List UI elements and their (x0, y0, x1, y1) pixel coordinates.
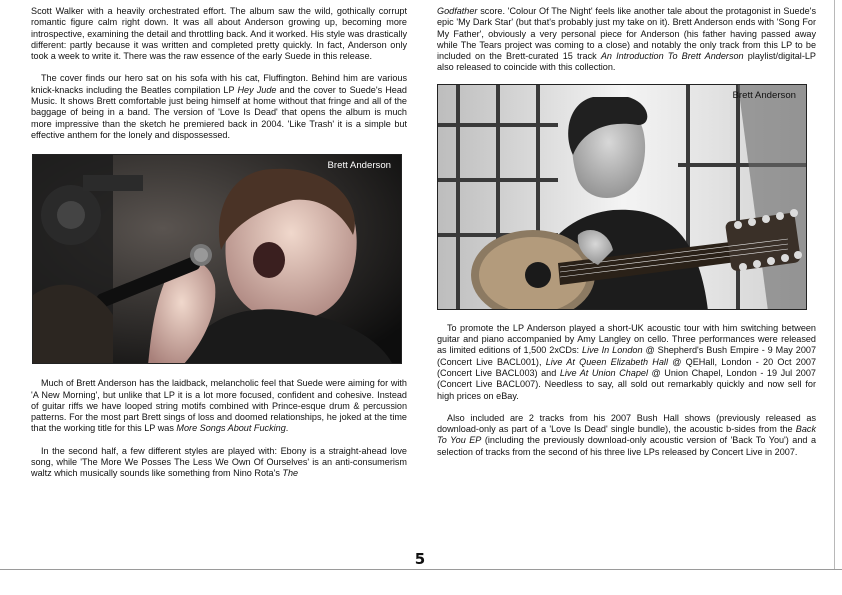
singer-with-microphone-image (33, 155, 402, 364)
text-run: To promote the LP Anderson played a short-UK acoustic tour with him switching between guitar and piano accompanied by Amy Langley on cello. Three performances were released as limited editions of 1,500 2xCDs: (437, 322, 816, 356)
live-album-qeh: Live At Queen Elizabeth Hall (545, 356, 668, 367)
playlist-title: An Introduction To Brett Anderson (600, 51, 744, 62)
right-edge-divider (834, 0, 835, 569)
ep-title: Back To You EP (437, 424, 816, 446)
right-paragraph-2 (437, 323, 816, 402)
text-run: and the cover to Suede's Head Music. It shows Brett comfortable just being himself at home without that fringe and all of the baggage of being in a band. The version of 'Love Is Dead' that opens the album is much more impressive than the sketch he premiered back in 2004. 'Like Trash' it is a simple but effective anthem for the lonely and dispossessed. (31, 84, 407, 140)
text-run: Also included are 2 tracks from his 2007 Bush Hall shows (previously released as download-only as part of a 'Love Is Dead' single bundle), the acoustic b-sides from the (437, 412, 816, 435)
live-album-london: Live In London (582, 345, 643, 356)
album-title-hey-jude: Hey Jude (237, 84, 277, 95)
text-run: @ Union Chapel, London - 19 Jul 2007 (Concert Live BACL007). Needless to say, all sold out remarkably quickly and now sell for high prices on eBay. (437, 367, 816, 401)
left-paragraph-3 (31, 378, 407, 434)
concert-photo (32, 154, 402, 364)
working-title: More Songs About Fucking (176, 423, 286, 434)
film-title-start: The (282, 468, 299, 479)
right-column (437, 6, 816, 458)
text-run: playlist/digital-LP also released to coincide with this collection. (437, 51, 816, 73)
text-run: @ QEHall, London - 20 Oct 2007 (Concert Live BACL003) and (437, 356, 816, 378)
right-paragraph-3 (437, 413, 816, 458)
text-run: score. 'Colour Of The Night' feels like another tale about the protagonist in Suede's epic 'My Dark Star' (but that's probably just my take on it). Brett Anderson ends with 'Song For My Father', obviously a very personal piece for Anderson (his father having passed away while The Tears project was coming to a close) and notably the only track from this LP to be included on the Brett-curated 15 track (437, 6, 816, 62)
guitarist-image (438, 85, 807, 310)
left-column (31, 6, 407, 480)
live-album-union-chapel: Live At Union Chapel (559, 367, 648, 378)
page-number: 5 (414, 550, 426, 568)
text-run: . (285, 423, 289, 434)
text-run: In the second half, a few different styles are played with: Ebony is a straight-ahead love song, while 'The More We Posses The Less We Own Of Ourselves' is an anti-consumerism waltz which musically sounds like something from Nino Rota's (31, 445, 407, 479)
left-paragraph-4 (31, 446, 407, 480)
left-paragraph-1: Scott Walker with a heavily orchestrated effort. The album saw the wild, gothically corrupt romantic figure calm right down. It was all about Anderson growing up, becoming more introspective, examining the detail and throttling back. And it worked. His style was drastically different: partly because it was written and completed pretty quickly. In fact, Anderson only took a week to write it. There was the raw essence of the early Suede in this release. (31, 6, 407, 62)
photo-caption: Brett Anderson (327, 160, 391, 172)
film-title-end: Godfather (437, 6, 478, 16)
text-run: The cover finds our hero sat on his sofa with his cat, Fluffington. Behind him are various knick-knacks including the Beatles compilation LP (31, 73, 407, 95)
text-run: @ Shepherd's Bush Empire - 9 May 2007 (Concert Live BACL001), (437, 345, 816, 367)
footer-divider (0, 569, 842, 570)
text-run: Much of Brett Anderson has the laidback, melancholic feel that Suede were aiming for with 'A New Morning', but unlike that LP it is a lot more focused, confident and cohesive. Instead of guitar riffs we have looped string motifs combined with Prince-esque drum & percussion patterns. For the most part Brett sings of loss and doomed relationships, he joked at the time that the working title for this LP was (31, 378, 407, 434)
text-run: (including the previously download-only acoustic version of 'Back To You') and a selection of tracks from the second of his three live LPs released by Concert Live in 2007. (437, 435, 816, 457)
left-paragraph-2 (31, 73, 407, 141)
right-paragraph-1 (437, 6, 816, 74)
photo-caption: Brett Anderson (732, 89, 796, 101)
guitar-photo (437, 84, 807, 310)
